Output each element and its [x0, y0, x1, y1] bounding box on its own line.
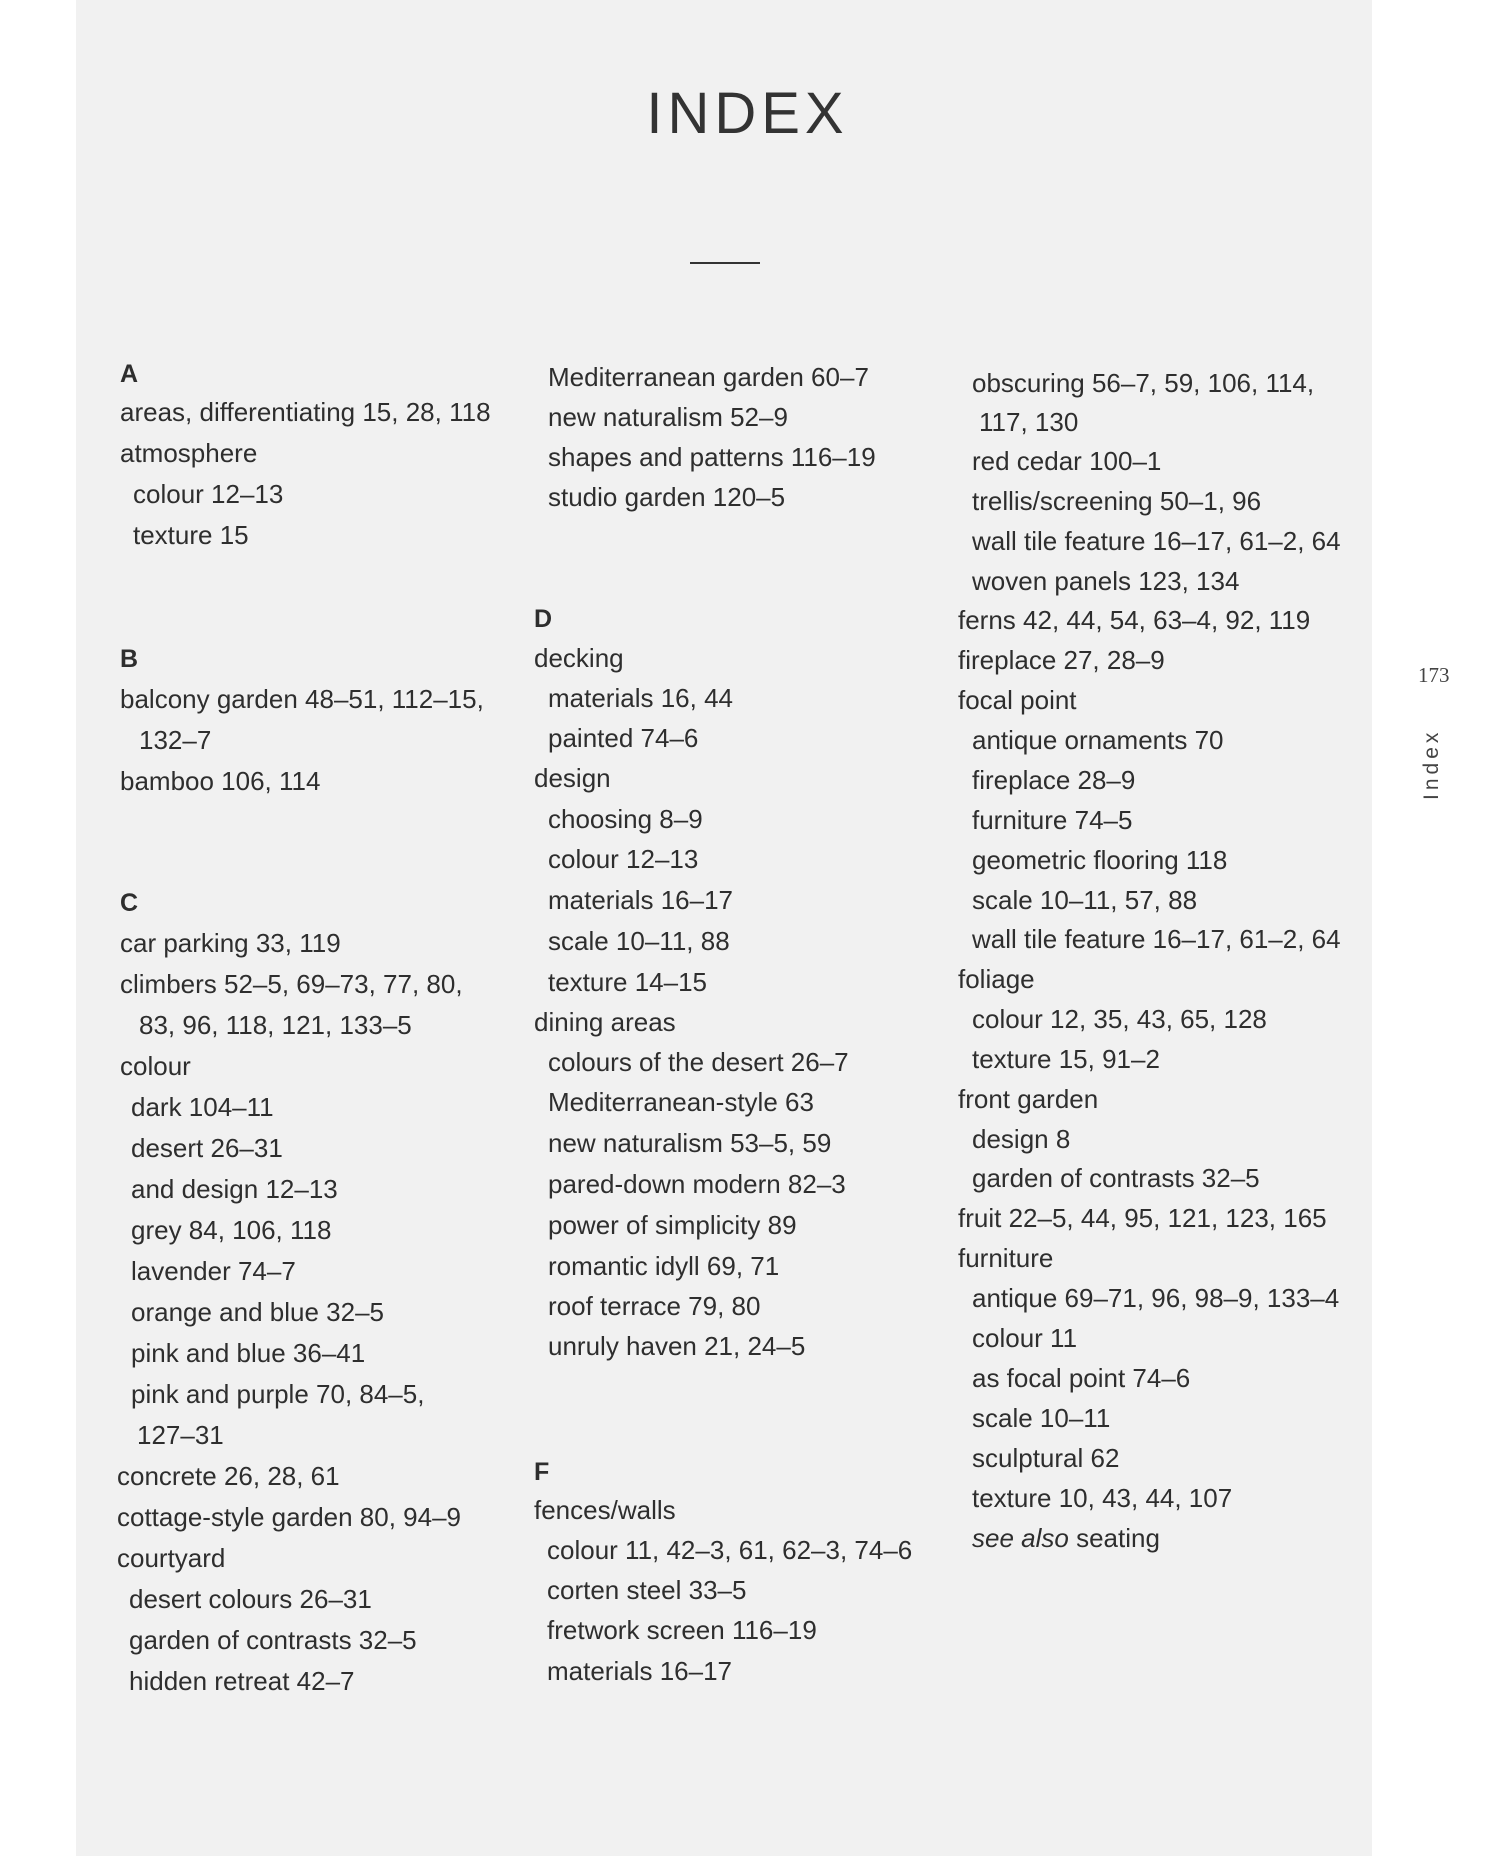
index-entry: courtyard — [117, 1543, 226, 1573]
index-subentry: corten steel 33–5 — [547, 1575, 747, 1605]
page-title: INDEX — [646, 81, 849, 146]
index-subentry: Mediterranean-style 63 — [548, 1087, 814, 1117]
index-entry: bamboo 106, 114 — [120, 766, 321, 796]
index-subentry: texture 10, 43, 44, 107 — [972, 1483, 1233, 1513]
index-subentry: unruly haven 21, 24–5 — [548, 1331, 806, 1361]
index-entry: design — [534, 763, 611, 793]
index-subentry: power of simplicity 89 — [548, 1210, 797, 1240]
index-entry: decking — [534, 643, 624, 673]
index-subentry: colour 12–13 — [548, 844, 699, 874]
index-subentry: garden of contrasts 32–5 — [129, 1625, 417, 1655]
section-letter-d: D — [534, 605, 553, 633]
index-subentry: scale 10–11, 57, 88 — [972, 885, 1198, 915]
index-subentry: romantic idyll 69, 71 — [548, 1251, 780, 1281]
index-subentry: scale 10–11, 88 — [548, 926, 730, 956]
index-entry: dining areas — [534, 1007, 676, 1037]
index-subentry: new naturalism 53–5, 59 — [548, 1128, 832, 1158]
index-subentry: orange and blue 32–5 — [131, 1297, 385, 1327]
index-subentry: shapes and patterns 116–19 — [548, 442, 876, 472]
index-subentry: colour 12–13 — [133, 479, 284, 509]
index-entry: fruit 22–5, 44, 95, 121, 123, 165 — [958, 1203, 1327, 1233]
index-subentry: texture 15, 91–2 — [972, 1044, 1160, 1074]
index-subentry: dark 104–11 — [131, 1092, 274, 1122]
index-subentry: roof terrace 79, 80 — [548, 1291, 761, 1321]
index-subentry: and design 12–13 — [131, 1174, 338, 1204]
index-entry: ferns 42, 44, 54, 63–4, 92, 119 — [958, 605, 1311, 635]
index-entry-continuation: 127–31 — [137, 1420, 224, 1450]
index-entry: fences/walls — [534, 1495, 676, 1525]
index-subentry: Mediterranean garden 60–7 — [548, 362, 869, 392]
index-subentry: texture 15 — [133, 520, 249, 550]
index-subentry: colour 12, 35, 43, 65, 128 — [972, 1004, 1267, 1034]
index-entry: climbers 52–5, 69–73, 77, 80, — [120, 969, 463, 999]
index-subentry: studio garden 120–5 — [548, 482, 786, 512]
see-also-label: see also — [972, 1523, 1069, 1553]
index-subentry: trellis/screening 50–1, 96 — [972, 486, 1262, 516]
index-subentry: painted 74–6 — [548, 723, 699, 753]
cross-reference-target: seating — [1068, 1523, 1160, 1553]
index-subentry: fireplace 28–9 — [972, 765, 1136, 795]
index-subentry: sculptural 62 — [972, 1443, 1120, 1473]
index-entry: colour — [120, 1051, 191, 1081]
index-entry-continuation: 117, 130 — [979, 407, 1079, 437]
section-letter-a: A — [120, 360, 139, 388]
index-subentry: pared-down modern 82–3 — [548, 1169, 846, 1199]
index-entry: cottage-style garden 80, 94–9 — [117, 1502, 462, 1532]
index-subentry: lavender 74–7 — [131, 1256, 296, 1286]
page-number: 173 — [1418, 663, 1450, 687]
section-letter-b: B — [120, 645, 139, 673]
index-subentry: red cedar 100–1 — [972, 446, 1162, 476]
index-subentry: texture 14–15 — [548, 967, 708, 997]
index-subentry: antique ornaments 70 — [972, 725, 1224, 755]
index-entry: concrete 26, 28, 61 — [117, 1461, 340, 1491]
section-letter-f: F — [534, 1458, 550, 1486]
index-subentry: pink and purple 70, 84–5, — [131, 1379, 425, 1409]
index-subentry: materials 16, 44 — [548, 683, 733, 713]
index-subentry: wall tile feature 16–17, 61–2, 64 — [972, 924, 1341, 954]
index-subentry: geometric flooring 118 — [972, 845, 1228, 875]
index-entry: focal point — [958, 685, 1077, 715]
index-entry: areas, differentiating 15, 28, 118 — [120, 397, 491, 427]
index-subentry: colour 11 — [972, 1323, 1078, 1353]
index-subentry: materials 16–17 — [548, 885, 733, 915]
index-subentry: choosing 8–9 — [548, 804, 703, 834]
index-entry: front garden — [958, 1084, 1099, 1114]
index-entry-continuation: 83, 96, 118, 121, 133–5 — [139, 1010, 412, 1040]
index-subentry: garden of contrasts 32–5 — [972, 1163, 1260, 1193]
index-entry-continuation: 132–7 — [139, 725, 212, 755]
index-subentry: antique 69–71, 96, 98–9, 133–4 — [972, 1283, 1340, 1313]
section-letter-c: C — [120, 889, 139, 917]
index-subentry: colours of the desert 26–7 — [548, 1047, 849, 1077]
index-subentry: hidden retreat 42–7 — [129, 1666, 355, 1696]
index-subentry: new naturalism 52–9 — [548, 402, 788, 432]
index-entry: car parking 33, 119 — [120, 928, 341, 958]
index-entry: balcony garden 48–51, 112–15, — [120, 684, 484, 714]
index-subentry: colour 11, 42–3, 61, 62–3, 74–6 — [547, 1535, 913, 1565]
index-entry: fireplace 27, 28–9 — [958, 645, 1165, 675]
index-subentry: fretwork screen 116–19 — [547, 1615, 817, 1645]
running-head: Index — [1420, 728, 1443, 800]
index-subentry: scale 10–11 — [972, 1403, 1111, 1433]
index-subentry: wall tile feature 16–17, 61–2, 64 — [972, 526, 1341, 556]
index-subentry: pink and blue 36–41 — [131, 1338, 366, 1368]
index-subentry: desert colours 26–31 — [129, 1584, 372, 1614]
index-subentry: as focal point 74–6 — [972, 1363, 1191, 1393]
index-subentry: obscuring 56–7, 59, 106, 114, — [972, 368, 1315, 398]
index-entry: atmosphere — [120, 438, 258, 468]
index-entry: furniture — [958, 1243, 1054, 1273]
index-cross-reference — [972, 1523, 1160, 1553]
index-subentry: grey 84, 106, 118 — [131, 1215, 332, 1245]
index-subentry: woven panels 123, 134 — [972, 566, 1240, 596]
index-subentry: furniture 74–5 — [972, 805, 1133, 835]
index-subentry: desert 26–31 — [131, 1133, 283, 1163]
index-entry: foliage — [958, 964, 1035, 994]
title-rule — [690, 262, 760, 264]
index-subentry: design 8 — [972, 1124, 1071, 1154]
index-subentry: materials 16–17 — [547, 1656, 732, 1686]
